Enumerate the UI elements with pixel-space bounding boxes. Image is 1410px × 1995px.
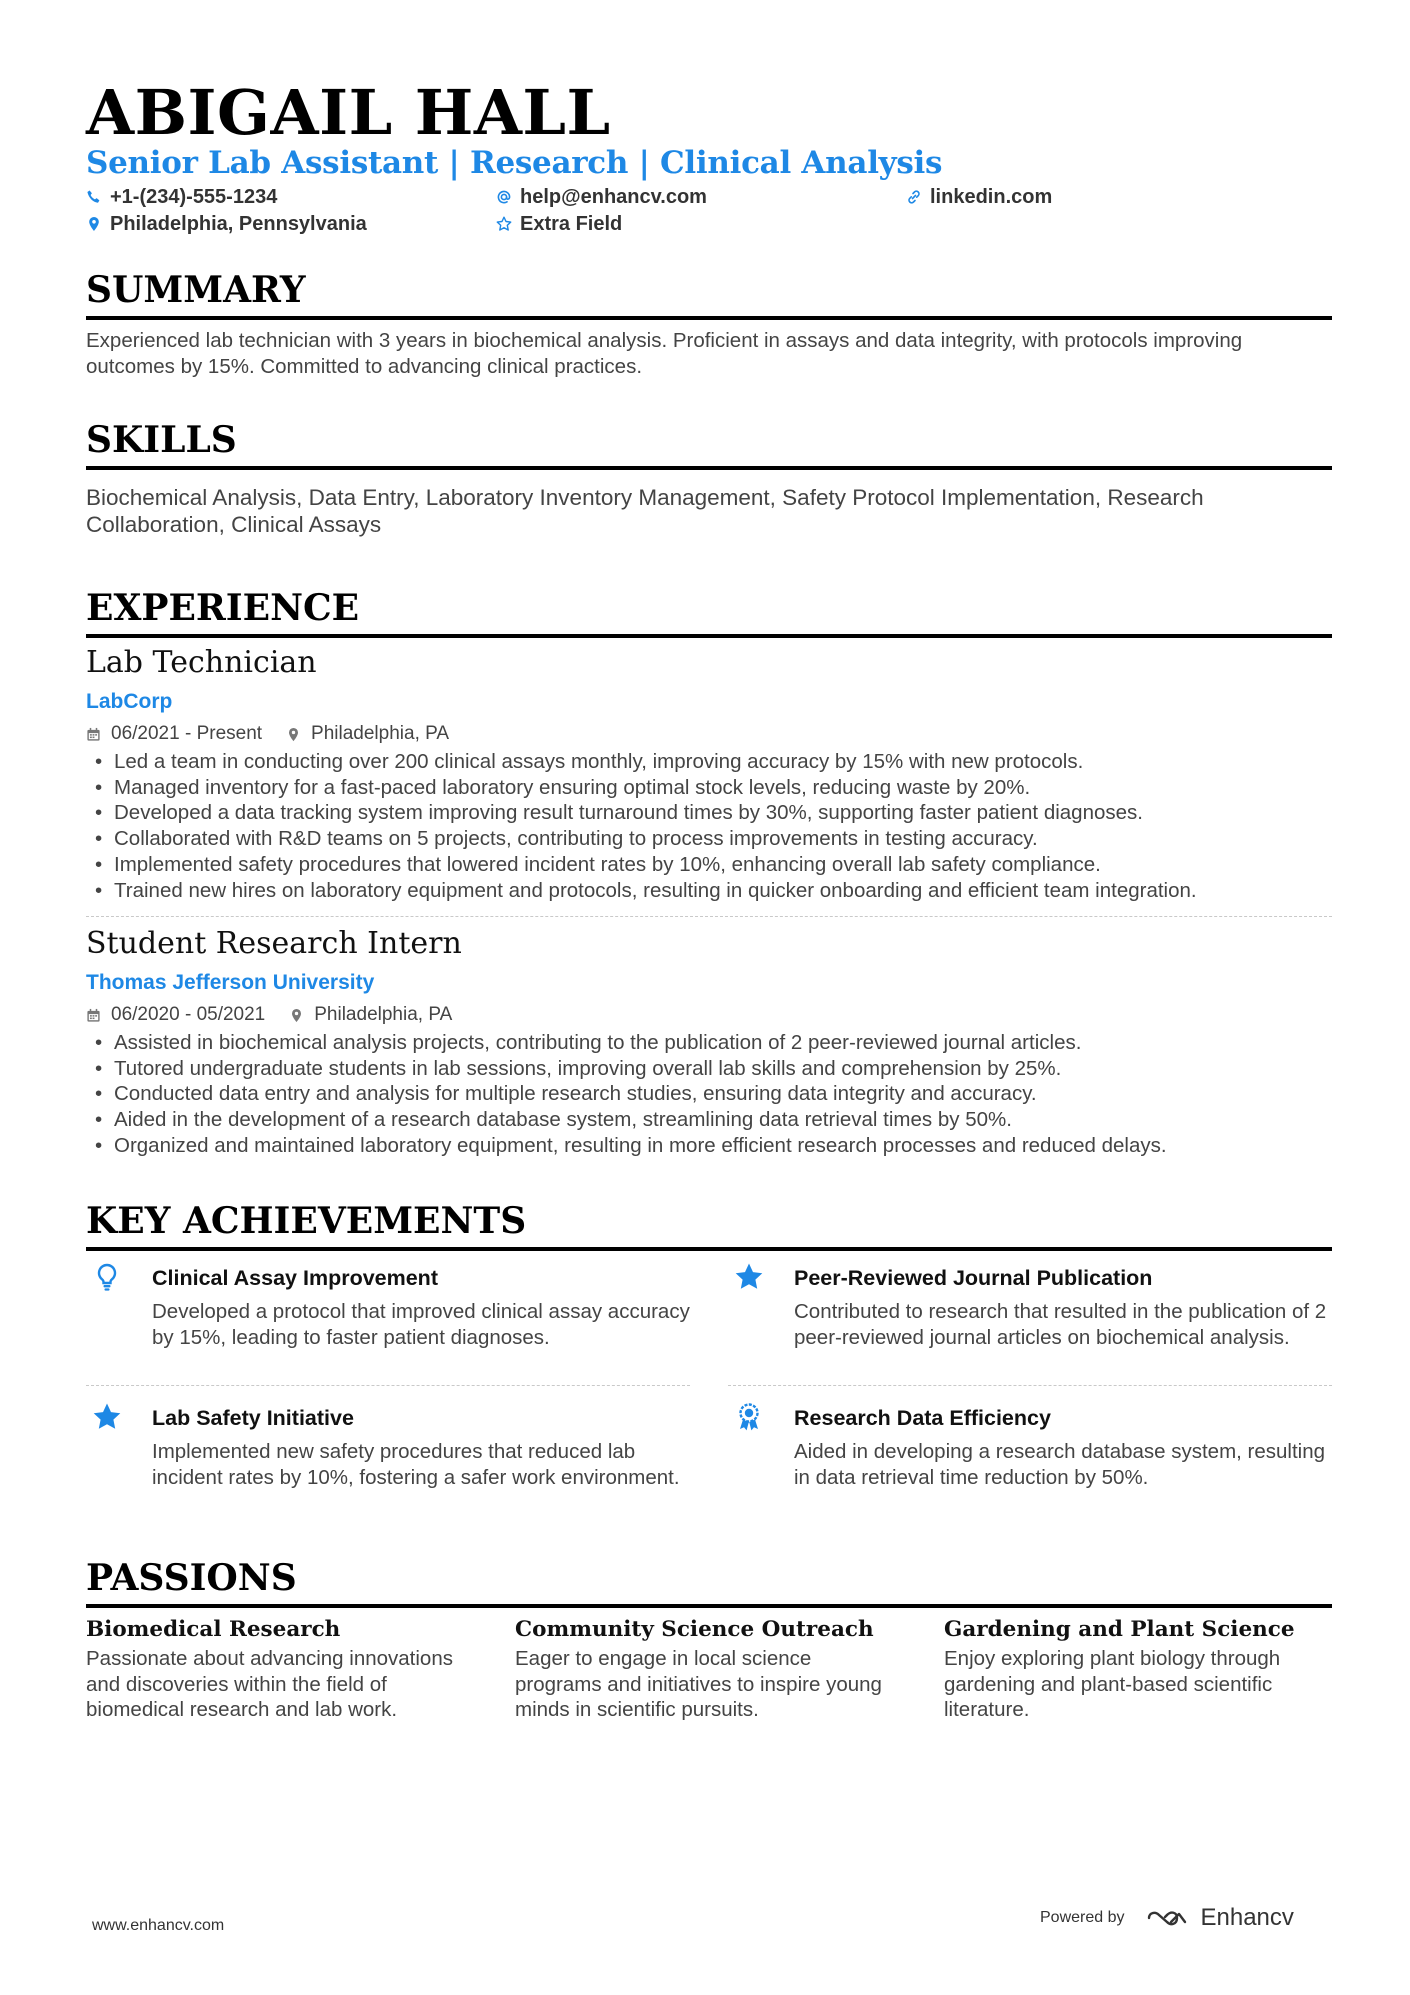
job-dates: 06/2020 - 05/2021	[111, 1004, 266, 1025]
bullet-item: • Managed inventory for a fast-paced laboratory ensuring optimal stock levels, reducing waste by 20%.	[86, 775, 1332, 801]
contact-location	[86, 211, 367, 237]
extra-field-text: Extra Field	[520, 213, 623, 235]
bullet-item: • Trained new hires on laboratory equipment and protocols, resulting in quicker onboarding and efficient team integration.	[86, 878, 1332, 904]
job-title: Student Research Intern	[86, 926, 462, 961]
job-bullets	[86, 1030, 1332, 1159]
achievement-text: Implemented new safety procedures that reduced lab incident rates by 10%, fostering a safer work environment.	[152, 1440, 680, 1489]
achievement-text: Contributed to research that resulted in the publication of 2 peer-reviewed journal articles on biochemical analysis.	[794, 1300, 1327, 1349]
achievement-title: Peer-Reviewed Journal Publication	[794, 1266, 1153, 1290]
contact-email[interactable]	[496, 184, 707, 210]
divider	[86, 1385, 690, 1386]
candidate-name: ABIGAIL HALL	[86, 76, 611, 149]
bullet-item: • Tutored undergraduate students in lab sessions, improving overall lab skills and comprehension by 25%.	[86, 1056, 1332, 1082]
link-icon	[906, 189, 922, 205]
company-name: Thomas Jefferson University	[86, 971, 375, 994]
linkedin-text: linkedin.com	[930, 186, 1053, 208]
location-pin-icon	[286, 727, 301, 742]
job-meta	[86, 722, 449, 746]
passion-item	[86, 1616, 486, 1723]
footer-website[interactable]: www.enhancv.com	[92, 1917, 225, 1934]
phone-text: +1-(234)-555-1234	[110, 186, 278, 208]
bullet-item: • Conducted data entry and analysis for multiple research studies, ensuring data integrity and accuracy.	[86, 1081, 1332, 1107]
job-meta	[86, 1003, 452, 1027]
calendar-icon	[86, 727, 101, 742]
job-dates: 06/2021 - Present	[111, 723, 263, 744]
star-outline-icon	[496, 216, 512, 232]
passion-text: Enjoy exploring plant biology through gardening and plant-based scientific literature.	[944, 1647, 1281, 1722]
achievement-title: Research Data Efficiency	[794, 1406, 1051, 1430]
passion-item	[515, 1616, 915, 1723]
divider	[86, 916, 1332, 917]
award-ribbon-icon	[734, 1402, 764, 1432]
passion-title: Community Science Outreach	[515, 1617, 874, 1642]
calendar-icon	[86, 1008, 101, 1023]
lightbulb-icon	[92, 1262, 122, 1292]
experience-heading: EXPERIENCE	[86, 586, 1332, 638]
achievement-text: Developed a protocol that improved clinical assay accuracy by 15%, leading to faster patient diagnoses.	[152, 1300, 690, 1349]
achievement-title: Lab Safety Initiative	[152, 1406, 354, 1430]
star-icon	[734, 1262, 764, 1292]
passion-title: Biomedical Research	[86, 1617, 341, 1642]
achievement-title: Clinical Assay Improvement	[152, 1266, 438, 1290]
achievements-heading: KEY ACHIEVEMENTS	[86, 1199, 1332, 1251]
footer-powered-by	[1040, 1904, 1294, 1932]
summary-text: Experienced lab technician with 3 years in biochemical analysis. Proficient in assays and data integrity, with protocols improving outcomes by 15%. Committed to advancing clinical practices.	[86, 329, 1243, 378]
phone-icon	[86, 189, 102, 205]
job-location: Philadelphia, PA	[311, 723, 450, 744]
email-text: help@enhancv.com	[520, 186, 707, 208]
bullet-item: • Collaborated with R&D teams on 5 projects, contributing to process improvements in testing accuracy.	[86, 826, 1332, 852]
infinity-logo-icon	[1145, 1906, 1193, 1930]
bullet-item: • Developed a data tracking system improving result turnaround times by 30%, supporting faster patient diagnoses.	[86, 800, 1332, 826]
passions-heading: PASSIONS	[86, 1556, 1332, 1608]
bullet-item: • Implemented safety procedures that lowered incident rates by 10%, enhancing overall lab safety compliance.	[86, 852, 1332, 878]
brand-text: Enhancv	[1200, 1904, 1294, 1931]
bullet-item: • Assisted in biochemical analysis projects, contributing to the publication of 2 peer-reviewed journal articles.	[86, 1030, 1332, 1056]
passion-title: Gardening and Plant Science	[944, 1617, 1295, 1642]
contact-linkedin[interactable]	[906, 184, 1052, 210]
company-name: LabCorp	[86, 690, 173, 713]
divider	[728, 1385, 1332, 1386]
location-text: Philadelphia, Pennsylvania	[110, 213, 367, 235]
star-icon	[92, 1402, 122, 1432]
candidate-tagline: Senior Lab Assistant | Research | Clinical Analysis	[86, 145, 943, 181]
achievement-text: Aided in developing a research database system, resulting in data retrieval time reduction by 50%.	[794, 1440, 1326, 1489]
passion-item	[944, 1616, 1344, 1723]
skills-heading: SKILLS	[86, 418, 1332, 470]
contact-extra	[496, 211, 622, 237]
passion-text: Eager to engage in local science programs and initiatives to inspire young minds in scientific pursuits.	[515, 1647, 882, 1722]
summary-heading: SUMMARY	[86, 268, 1332, 320]
skills-text: Biochemical Analysis, Data Entry, Laboratory Inventory Management, Safety Protocol Implementation, Research Collaboration, Clinical Assays	[86, 485, 1204, 537]
bullet-item: • Organized and maintained laboratory equipment, resulting in more efficient research processes and reduced delays.	[86, 1133, 1332, 1159]
location-pin-icon	[86, 216, 102, 232]
at-sign-icon	[496, 189, 512, 205]
job-title: Lab Technician	[86, 645, 317, 680]
location-pin-icon	[289, 1008, 304, 1023]
job-bullets	[86, 749, 1332, 903]
enhancv-logo[interactable]	[1145, 1904, 1294, 1932]
bullet-item: • Aided in the development of a research database system, streamlining data retrieval times by 50%.	[86, 1107, 1332, 1133]
powered-by-text: Powered by	[1040, 1909, 1125, 1926]
job-location: Philadelphia, PA	[314, 1004, 453, 1025]
bullet-item: • Led a team in conducting over 200 clinical assays monthly, improving accuracy by 15% with new protocols.	[86, 749, 1332, 775]
passion-text: Passionate about advancing innovations and discoveries within the field of biomedical research and lab work.	[86, 1647, 453, 1722]
contact-phone[interactable]	[86, 184, 277, 210]
